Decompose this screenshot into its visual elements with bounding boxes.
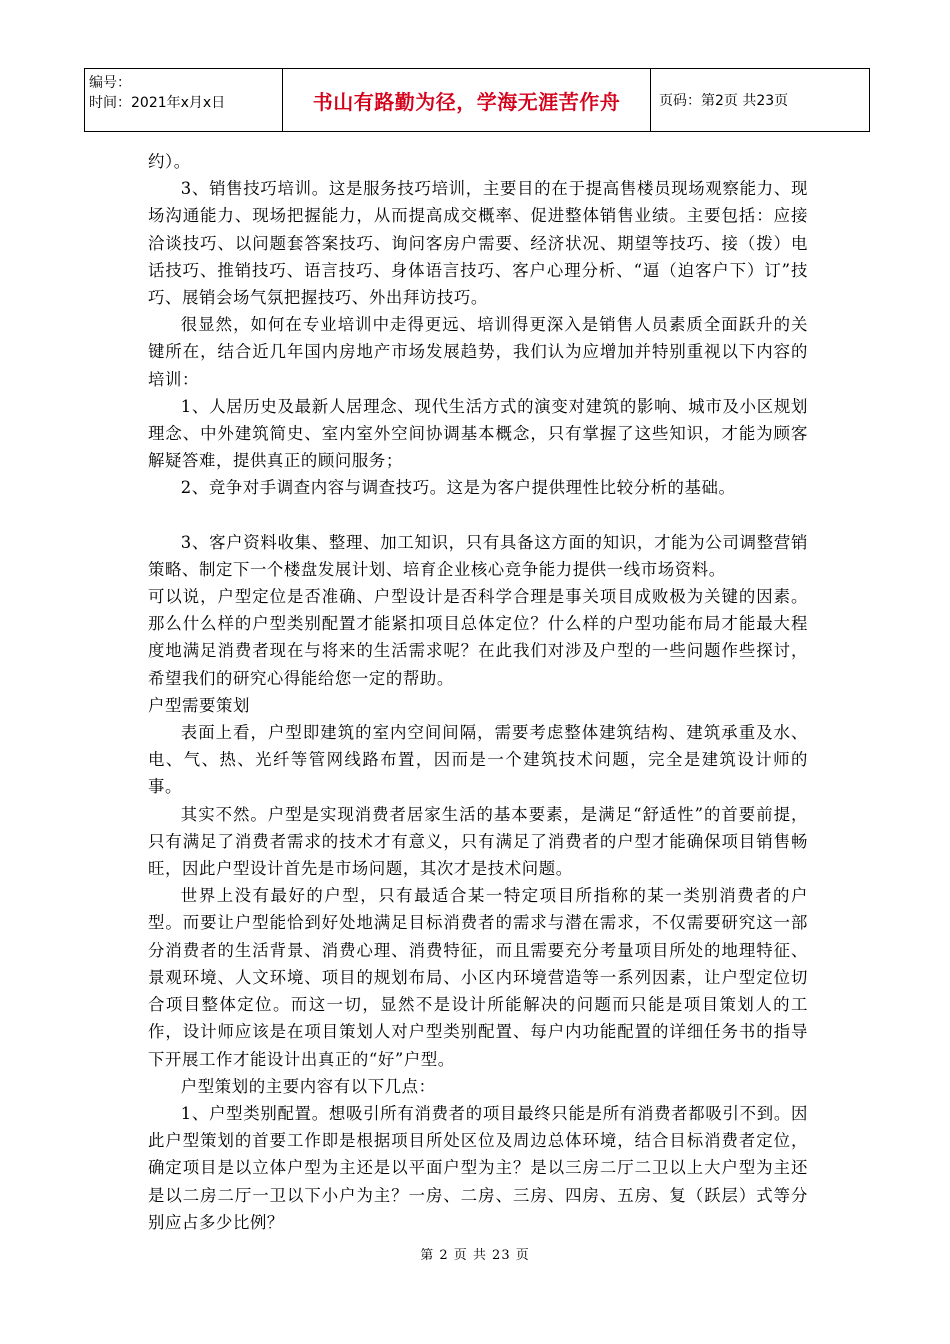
header-page-info: 页码：第2页 共23页: [659, 93, 789, 109]
paragraph: 约）。: [148, 152, 191, 171]
page-header: [84, 68, 870, 132]
page-footer: 第 2 页 共 23 页: [420, 1248, 530, 1263]
paragraph: 2、竞争对手调查内容与调查技巧。这是为客户提供理性比较分析的基础。: [180, 478, 736, 498]
paragraph: 3、销售技巧培训。这是服务技巧培训，主要目的在于提高售楼员现场观察能力、现场沟通能力、现场把握能力，从而提高成交概率、促进整体销售业绩。主要包括：应接洽谈技巧、以问题套答案技巧、询问客房户需要、经济状况、期望等技巧、接（拨）电话技巧、推销技巧、语言技巧、身体语言技巧、客户心理分析、“逼（迫客户下）订”技巧、展销会场气氛把握技巧、外出拜访技巧。: [148, 179, 808, 308]
paragraph: 其实不然。户型是实现消费者居家生活的基本要素，是满足“舒适性”的首要前提，只有满足了消费者需求的技术才有意义，只有满足了消费者的户型才能确保项目销售畅旺，因此户型设计首先是市场问题，其次才是技术问题。: [148, 804, 808, 879]
paragraph: 3、客户资料收集、整理、加工知识，只有具备这方面的知识，才能为公司调整营销策略、制定下一个楼盘发展计划、培育企业核心竞争能力提供一线市场资料。: [148, 532, 808, 579]
header-meta: [85, 69, 283, 131]
document-code-label: 编号：: [89, 75, 131, 91]
paragraph: 1、户型类别配置。想吸引所有消费者的项目最终只能是所有消费者都吸引不到。因此户型策划的首要工作即是根据项目所处区位及周边总体环境，结合目标消费者定位，确定项目是以立体户型为主还是以平面户型为主？是以三房二厅二卫以上大户型为主还是以二房二厅一卫以下小户为主？一房、二房、三房、四房、五房、复（跃层）式等分别应占多少比例？: [148, 1103, 808, 1232]
paragraph: 世界上没有最好的户型，只有最适合某一特定项目所指称的某一类别消费者的户型。而要让户型能恰到好处地满足目标消费者的需求与潜在需求，不仅需要研究这一部分消费者的生活背景、消费心理、消费特征，而且需要充分考量项目所处的地理特征、景观环境、人文环境、项目的规划布局、小区内环境营造等一系列因素，让户型定位切合项目整体定位。而这一切，显然不是设计所能解决的问题而只能是项目策划人的工作，设计师应该是在项目策划人对户型类别配置、每户内功能配置的详细任务书的指导下开展工作才能设计出真正的“好”户型。: [148, 886, 808, 1069]
header-motto: 书山有路勤为径，学海无涯苦作舟: [283, 69, 651, 131]
document-time-label: 时间：2021年x月x日: [89, 95, 226, 111]
paragraph: 户型策划的主要内容有以下几点：: [180, 1076, 436, 1096]
paragraph: 1、人居历史及最新人居理念、现代生活方式的演变对建筑的影响、城市及小区规划理念、中外建筑简史、室内室外空间协调基本概念，只有掌握了这些知识，才能为顾客解疑答难，提供真正的顾问服务；: [148, 396, 808, 471]
section-heading: 户型需要策划: [148, 695, 250, 715]
paragraph: 很显然，如何在专业培训中走得更远、培训得更深入是销售人员素质全面跃升的关键所在，结合近几年国内房地产市场发展趋势，我们认为应增加并特别重视以下内容的培训：: [148, 315, 808, 389]
paragraph: 可以说，户型定位是否准确、户型设计是否科学合理是事关项目成败极为关键的因素。那么什么样的户型类别配置才能紧扣项目总体定位？什么样的户型功能布局才能最大程度地满足消费者现在与将来的生活需求呢？在此我们对涉及户型的一些问题作些探讨，希望我们的研究心得能给您一定的帮助。: [148, 587, 808, 688]
document-body: [148, 148, 808, 1236]
paragraph: 表面上看，户型即建筑的室内空间间隔，需要考虑整体建筑结构、建筑承重及水、电、气、热、光纤等管网线路布置，因而是一个建筑技术问题，完全是建筑设计师的事。: [148, 723, 808, 797]
